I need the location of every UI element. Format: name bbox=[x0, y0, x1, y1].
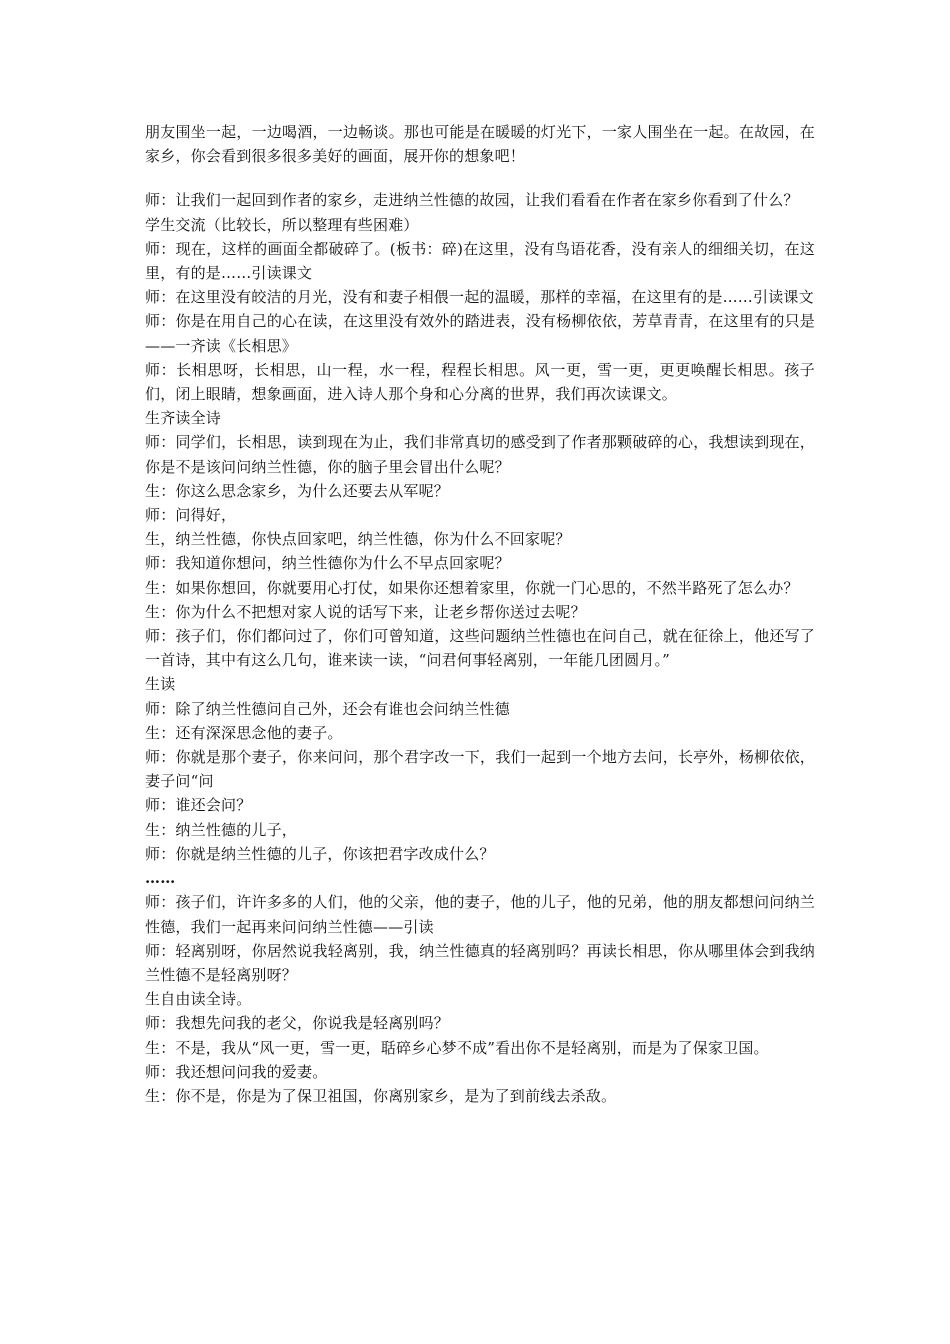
paragraph: 生：纳兰性德的儿子， bbox=[145, 820, 298, 839]
paragraph: 学生交流（比较长，所以整理有些困难） bbox=[145, 215, 419, 234]
paragraph: 师：我知道你想问，纳兰性德你为什么不早点回家呢？ bbox=[145, 554, 510, 573]
paragraph: 生：你这么思念家乡，为什么还要去从军呢？ bbox=[145, 481, 450, 500]
paragraph: 生：你不是，你是为了保卫祖国，你离别家乡，是为了到前线去杀敌。 bbox=[145, 1086, 617, 1105]
paragraph-intro: 朋友围坐一起，一边喝酒，一边畅谈。那也可能是在暖暖的灯光下，一家人围坐在一起。在故园，在家乡，你会看到很多很多美好的画面，展开你的想象吧！ bbox=[145, 123, 815, 166]
paragraph: 师：长相思呀，长相思，山一程，水一程，程程长相思。风一更，雪一更，更更唤醒长相思。孩子们，闭上眼睛，想象画面，进入诗人那个身和心分离的世界，我们再次读课文。 bbox=[145, 360, 815, 404]
paragraph: 师：问得好， bbox=[145, 506, 237, 525]
document-body bbox=[145, 120, 815, 1108]
paragraph: 生，纳兰性德，你快点回家吧，纳兰性德，你为什么不回家呢？ bbox=[145, 530, 571, 549]
paragraph: 师：让我们一起回到作者的家乡，走进纳兰性德的故园，让我们看看在作者在家乡你看到了什么？ bbox=[145, 191, 799, 210]
paragraph: 生：不是，我从“风一更，雪一更，聒碎乡心梦不成”看出你不是轻离别，而是为了保家卫国。 bbox=[145, 1038, 769, 1057]
paragraph: 生：你为什么不把想对家人说的话写下来，让老乡帮你送过去呢？ bbox=[145, 602, 586, 621]
paragraph: 师：你是在用自己的心在读，在这里没有效外的踏进表，没有杨柳依依，芳草青青，在这里有的只是——一齐读《长相思》 bbox=[145, 312, 815, 355]
paragraph: 师：现在，这样的画面全都破碎了。(板书：碎)在这里，没有鸟语花香，没有亲人的细细关切，在这里，有的是……引读课文 bbox=[145, 239, 815, 283]
paragraph: 师：你就是那个妻子，你来问问，那个君字改一下，我们一起到一个地方去问，长亭外，杨柳依依，妻子问“问 bbox=[145, 748, 815, 791]
paragraph: 师：我还想问问我的爱妻。 bbox=[145, 1062, 328, 1081]
paragraph: 生：还有深深思念他的妻子。 bbox=[145, 723, 343, 742]
paragraph: 生齐读全诗 bbox=[145, 409, 222, 428]
paragraph: 师：同学们，长相思，读到现在为止，我们非常真切的感受到了作者那颗破碎的心，我想读到现在，你是不是该问问纳兰性德，你的脑子里会冒出什么呢？ bbox=[145, 433, 815, 476]
paragraph: 师：你就是纳兰性德的儿子，你该把君字改成什么？ bbox=[145, 844, 495, 863]
paragraph: 师：除了纳兰性德问自己外，还会有谁也会问纳兰性德 bbox=[145, 699, 510, 718]
paragraph: 师：孩子们，你们都问过了，你们可曾知道，这些问题纳兰性德也在问自己，就在征徐上，他还写了一首诗，其中有这么几句，谁来读一读，“问君何事轻离别，一年能几团圆月。” bbox=[145, 627, 815, 670]
paragraph: 生：如果你想回，你就要用心打仗，如果你还想着家里，你就一门心思的，不然半路死了怎么办？ bbox=[145, 578, 799, 597]
paragraph: 生自由读全诗。 bbox=[145, 990, 252, 1009]
paragraph: 师：在这里没有皎洁的月光，没有和妻子相偎一起的温暖，那样的幸福，在这里有的是……引读课文 bbox=[145, 288, 814, 307]
paragraph: 师：轻离别呀，你居然说我轻离别，我，纳兰性德真的轻离别吗？再读长相思，你从哪里体会到我纳兰性德不是轻离别呀？ bbox=[145, 941, 815, 984]
paragraph: 师：谁还会问？ bbox=[145, 796, 252, 815]
ellipsis-line: …… bbox=[145, 869, 176, 888]
paragraph: 师：孩子们，许许多多的人们，他的父亲，他的妻子，他的儿子，他的兄弟，他的朋友都想问问纳兰性德，我们一起再来问问纳兰性德——引读 bbox=[145, 893, 815, 936]
paragraph: 生读 bbox=[145, 675, 176, 694]
paragraph: 师：我想先问我的老父，你说我是轻离别吗？ bbox=[145, 1014, 450, 1033]
